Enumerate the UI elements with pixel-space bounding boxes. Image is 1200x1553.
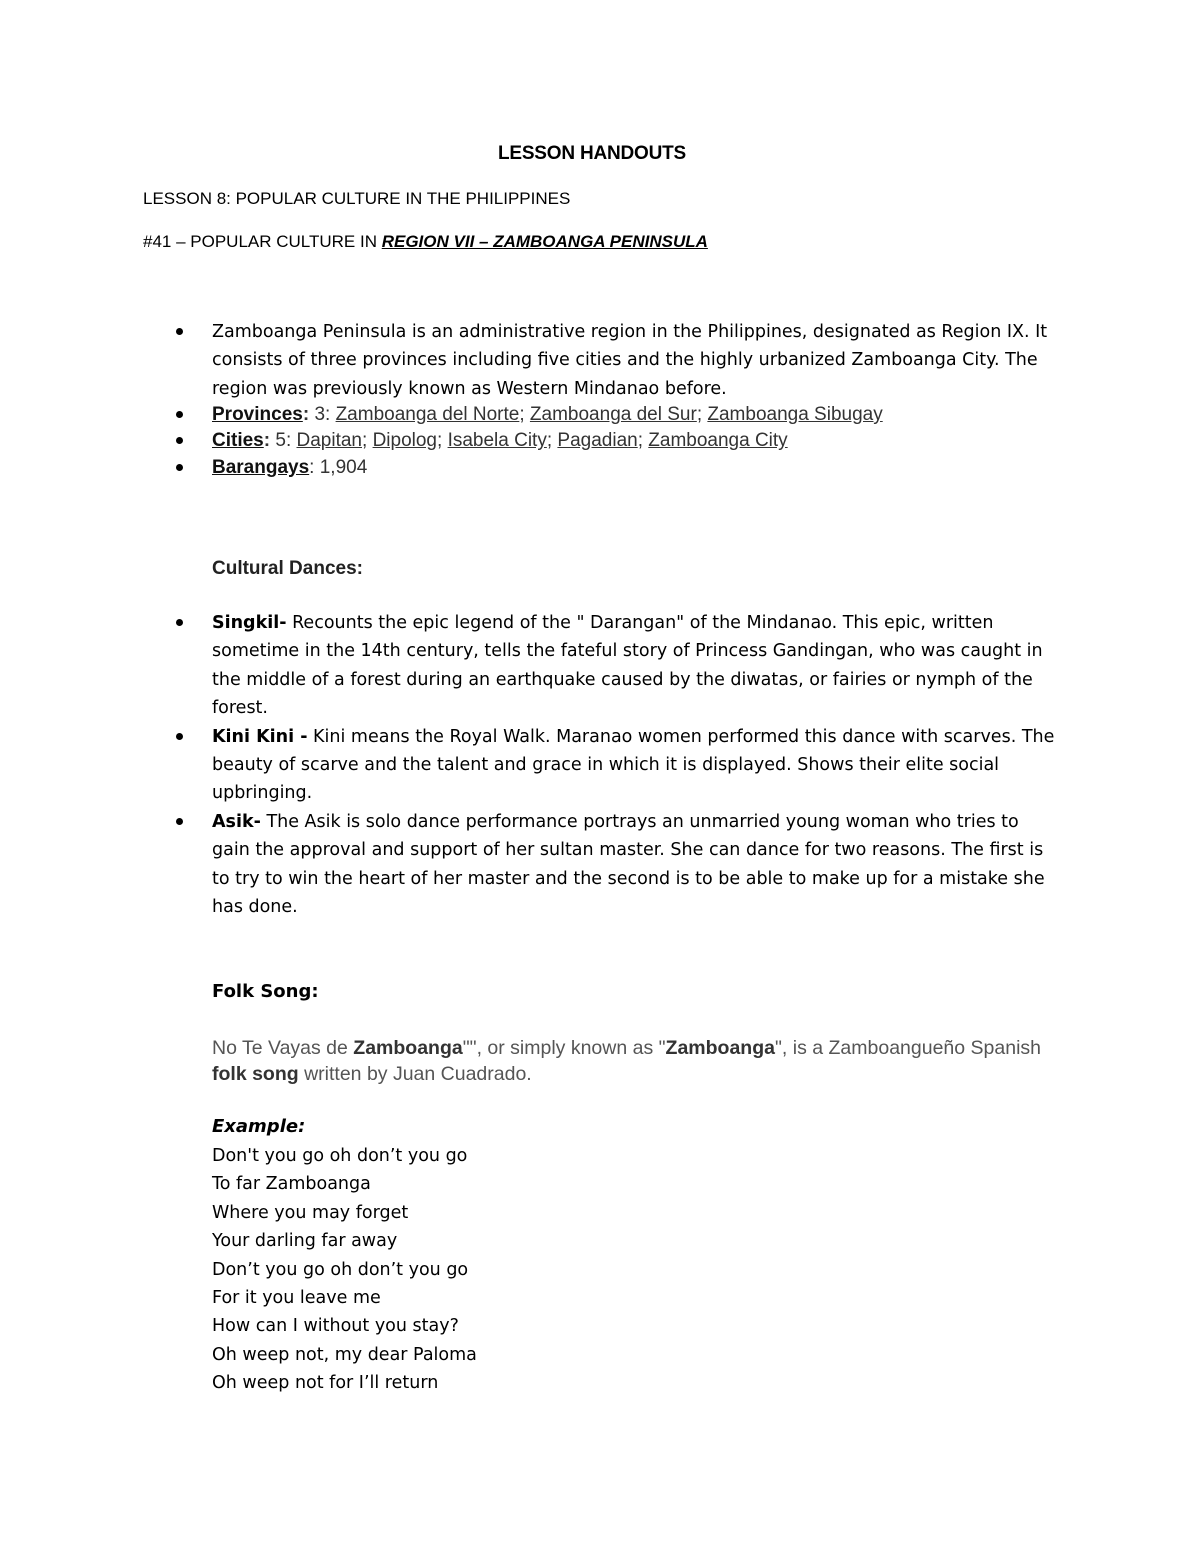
dance-name: Asik- <box>212 811 261 832</box>
lyric-line: To far Zamboanga <box>212 1174 371 1195</box>
bullet-icon <box>176 619 183 626</box>
province-link[interactable]: Zamboanga del Norte <box>335 404 520 425</box>
lesson-line: LESSON 8: POPULAR CULTURE IN THE PHILIPPINES <box>143 189 571 208</box>
bullet-icon <box>176 328 183 335</box>
example-label: Example: <box>212 1116 306 1137</box>
cities-item: Cities: 5: Dapitan; Dipolog; Isabela City; Pagadian; Zamboanga City <box>0 428 1200 454</box>
lyric-line: How can I without you stay? <box>212 1316 459 1337</box>
lyric-line: Oh weep not, my dear Paloma <box>212 1344 477 1365</box>
list-item <box>0 609 1200 723</box>
intro-text: Zamboanga Peninsula is an administrative region in the Philippines, designated as Region IX. It consists of three provinces including five cities and the highly urbanized Zamboanga City. The region was previously known as Western Mindanao before. <box>212 322 1048 399</box>
emphasis: Zamboanga <box>665 1037 775 1059</box>
city-link[interactable]: Dipolog <box>372 430 437 452</box>
lyric-line: Oh weep not for I’ll return <box>212 1373 439 1394</box>
topic-prefix: #41 – POPULAR CULTURE IN <box>143 232 382 251</box>
bullet-icon <box>176 818 183 825</box>
city-link[interactable]: Dapitan <box>296 430 362 452</box>
provinces-item: Provinces: 3: Zamboanga del Norte; Zamboanga del Sur; Zamboanga Sibugay <box>0 402 1200 428</box>
list-item <box>0 723 1200 808</box>
region-link[interactable]: REGION VII – ZAMBOANGA PENINSULA <box>381 232 708 251</box>
cultural-dances-heading: Cultural Dances: <box>212 558 363 579</box>
province-link[interactable]: Zamboanga del Sur <box>529 404 697 425</box>
lyrics-list <box>212 1142 477 1398</box>
bullet-icon <box>176 733 183 740</box>
lyric-line: Don’t you go oh don’t you go <box>212 1259 469 1280</box>
barangays-value: 1,904 <box>319 456 368 478</box>
folk-song-heading: Folk Song: <box>212 981 319 1002</box>
lyric-line: For it you leave me <box>212 1288 381 1309</box>
facts-list <box>0 402 1200 481</box>
dance-name: Kini Kini - <box>212 726 308 747</box>
bullet-icon <box>176 411 183 418</box>
lyric-line: Where you may forget <box>212 1202 409 1223</box>
provinces-count: 3 <box>314 404 326 425</box>
dance-description: Recounts the epic legend of the " Darangan" of the Mindanao. This epic, written sometime in the 14th century, tells the fateful story of Princess Gandingan, who was caught in the middle of a forest during an earthquake caused by the diwatas, or fairies or nymph of the forest. <box>212 613 1043 719</box>
emphasis: folk song <box>212 1063 299 1085</box>
list-item <box>0 318 1200 403</box>
provinces-label: Provinces <box>212 404 303 425</box>
city-link[interactable]: Zamboanga City <box>648 430 788 452</box>
document-title: LESSON HANDOUTS <box>497 143 687 164</box>
dance-name: Singkil- <box>212 613 287 633</box>
province-link[interactable]: Zamboanga Sibugay <box>707 404 883 425</box>
city-link[interactable]: Pagadian <box>557 430 638 452</box>
cities-count: 5 <box>275 430 286 452</box>
dances-list <box>0 609 1200 921</box>
folk-song-paragraph: No Te Vayas de Zamboanga"", or simply known as "Zamboanga", is a Zamboangueño Spanish folk song written by Juan Cuadrado. <box>212 1037 1041 1085</box>
dance-description: The Asik is solo dance performance portrays an unmarried young woman who tries to gain the approval and support of her sultan master. She can dance for two reasons. The first is to try to win the heart of her master and the second is to be able to make up for a mistake she has done. <box>212 811 1045 918</box>
city-link[interactable]: Isabela City <box>447 430 547 452</box>
lyric-line: Your darling far away <box>212 1231 398 1252</box>
bullet-icon <box>176 464 183 471</box>
emphasis: Zamboanga <box>353 1037 463 1059</box>
cities-label: Cities <box>212 430 264 452</box>
lyric-line: Don't you go oh don’t you go <box>212 1146 468 1166</box>
topic-line <box>143 232 708 252</box>
barangays-item: Barangays: 1,904 <box>0 455 1200 481</box>
list-item <box>0 808 1200 922</box>
bullet-icon <box>176 437 183 444</box>
dance-description: Kini means the Royal Walk. Maranao women performed this dance with scarves. The beauty of scarve and the talent and grace in which it is displayed. Shows their elite social upbringing. <box>212 726 1055 804</box>
barangays-label[interactable]: Barangays <box>212 456 310 478</box>
intro-list <box>0 318 1200 403</box>
